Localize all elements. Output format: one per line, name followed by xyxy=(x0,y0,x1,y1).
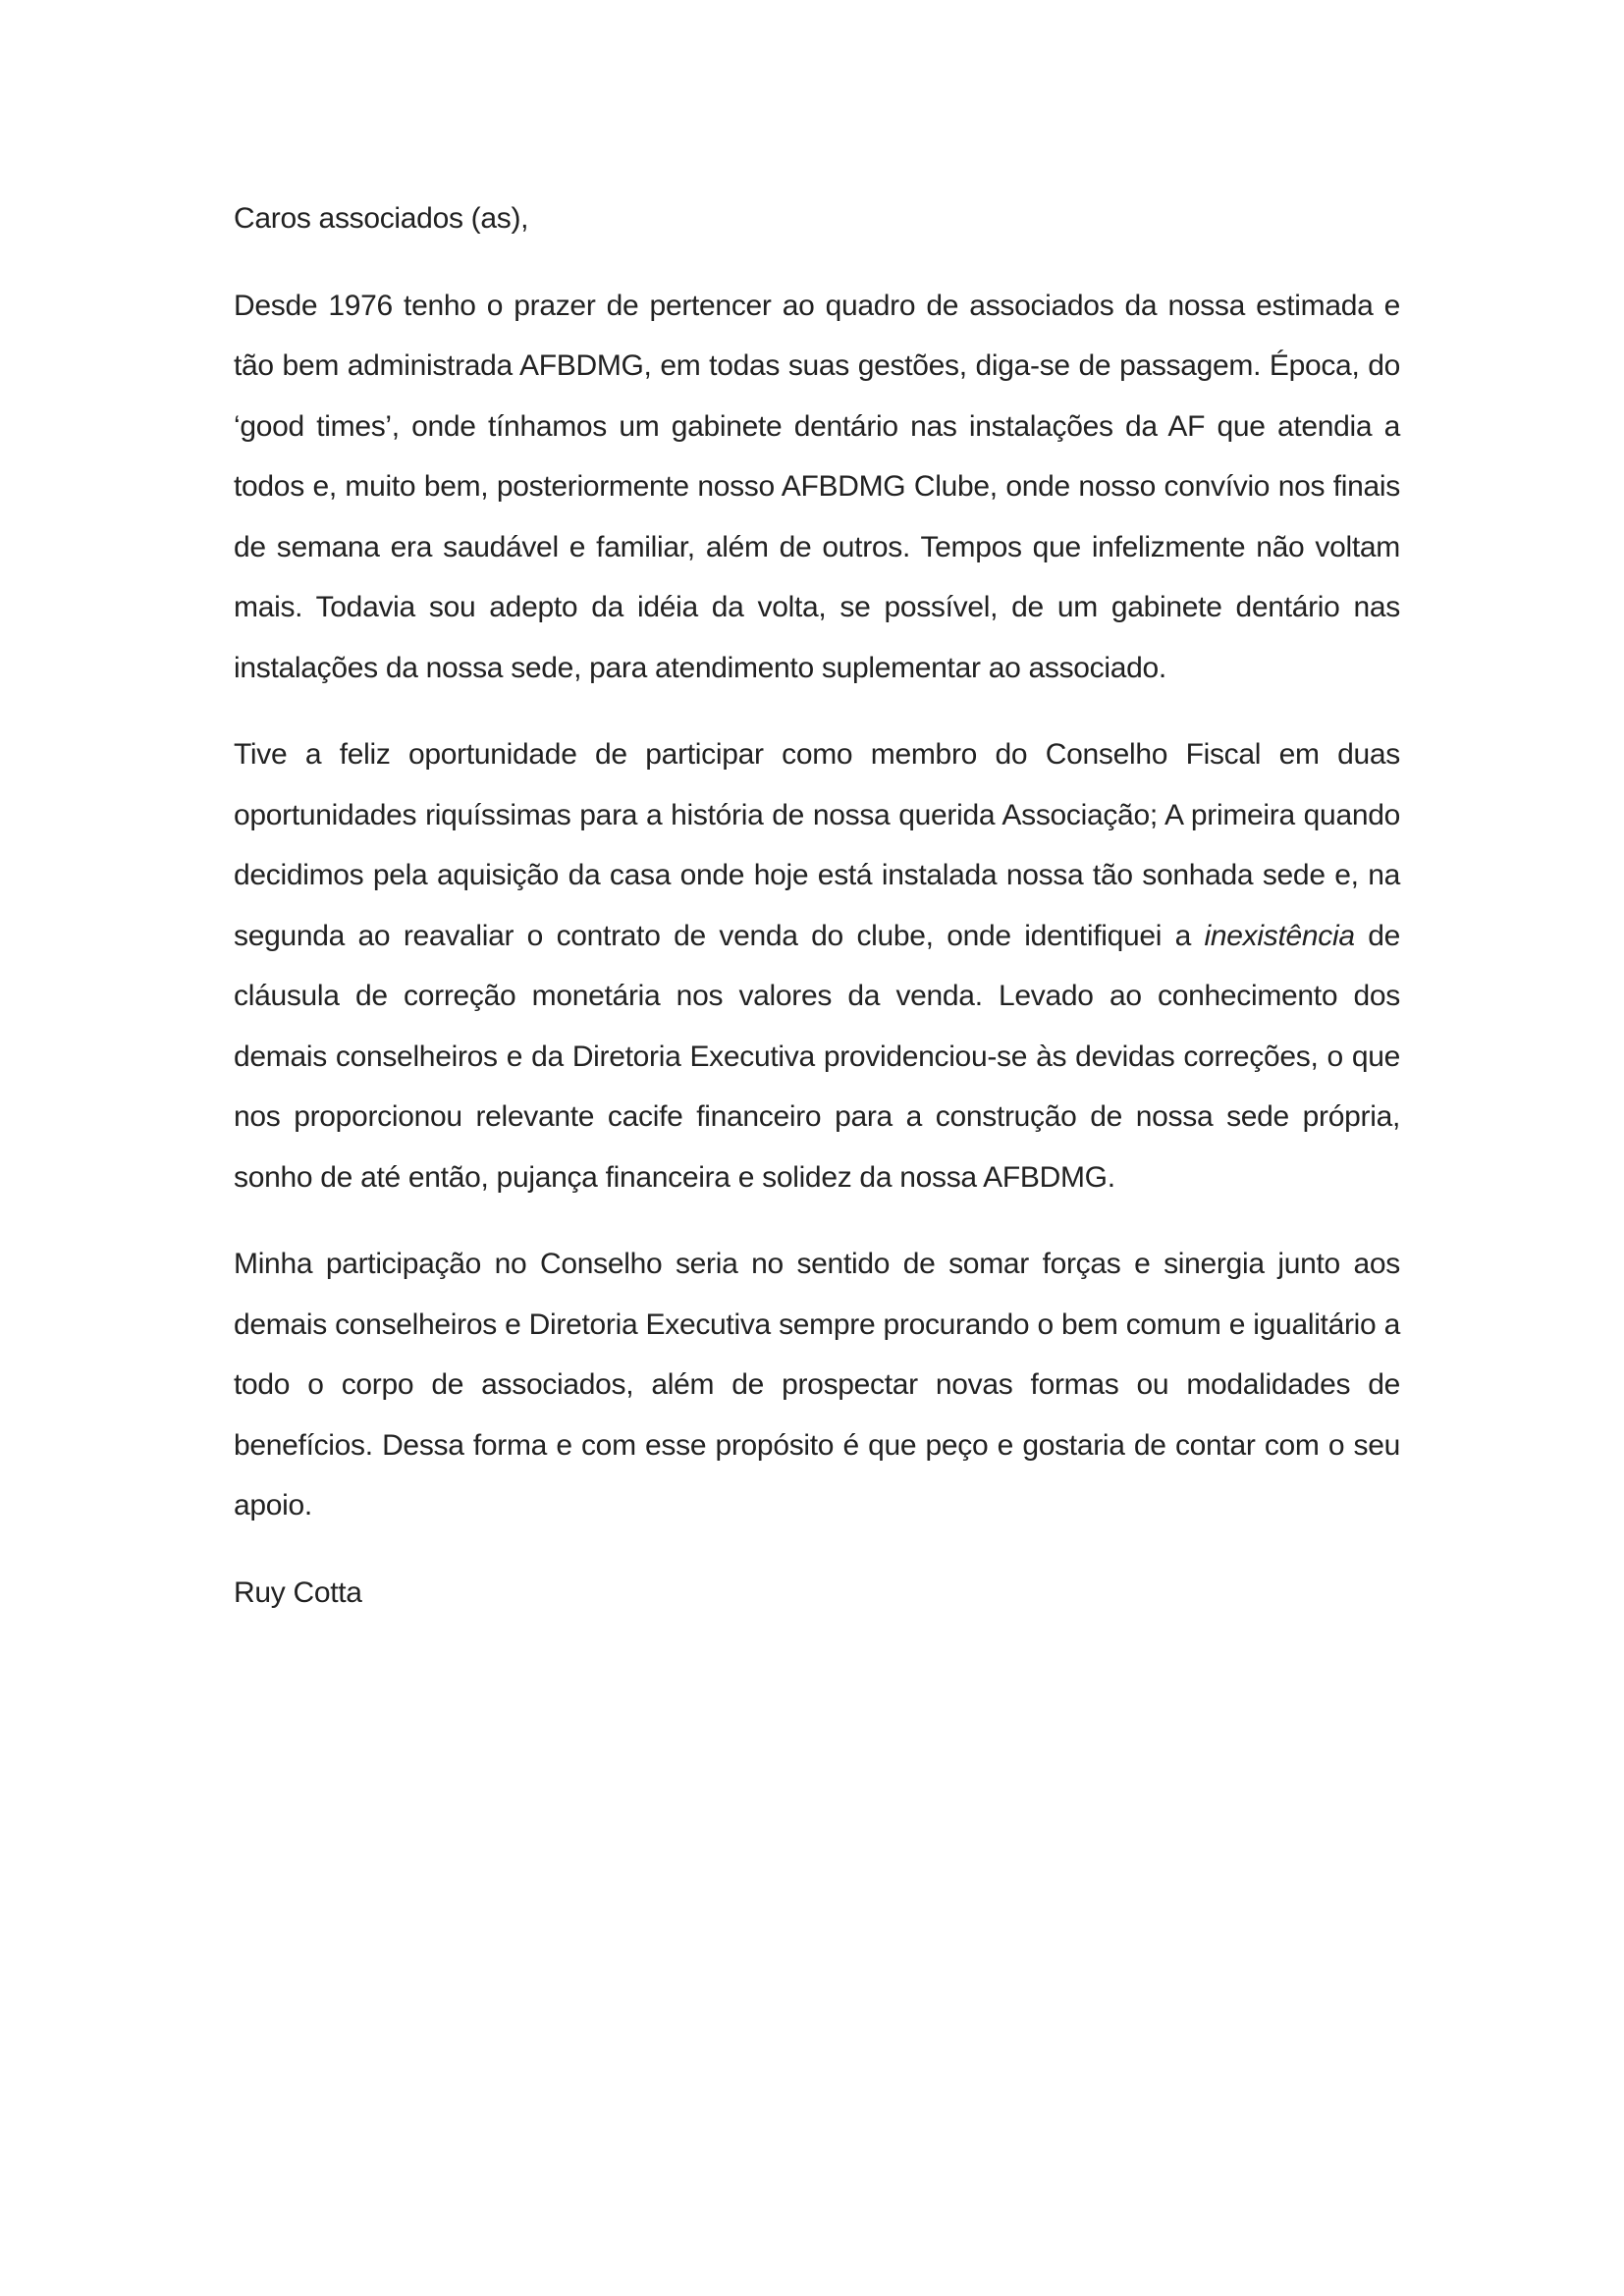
emphasized-text: inexistência xyxy=(1204,919,1355,952)
body-paragraph xyxy=(234,1234,1400,1536)
salutation: Caros associados (as), xyxy=(234,202,529,235)
signature: Ruy Cotta xyxy=(234,1575,362,1609)
paragraph-text: Desde 1976 tenho o prazer de pertencer ao quadro de associados da nossa estimada e tão bem administrada AFBDMG, em todas suas gestões, diga-se de passagem. Época, do ‘good times’, onde tínhamos um gabinete dentário nas instalações da AF que atendia a todos e, muito bem, posteriormente nosso AFBDMG Clube, onde nosso convívio nos finais de semana era saudável e familiar, além de outros. Tempos que infelizmente não voltam mais. Todavia sou adepto da idéia da volta, se possível, de um gabinete dentário nas instalações da nossa sede, para atendimento suplementar ao associado. xyxy=(234,289,1400,684)
paragraph-text: Tive a feliz oportunidade de participar como membro do Conselho Fiscal em duas oportunidades riquíssimas para a história de nossa querida Associação; A primeira quando decidimos pela aquisição da casa onde hoje está instalada nossa tão sonhada sede e, na segunda ao reavaliar o contrato de venda do clube, onde identifiquei a xyxy=(234,738,1400,952)
body-paragraph xyxy=(234,276,1400,699)
letter-paragraphs xyxy=(234,276,1400,1536)
body-paragraph xyxy=(234,724,1400,1207)
paragraph-text: Minha participação no Conselho seria no sentido de somar forças e sinergia junto aos demais conselheiros e Diretoria Executiva sempre procurando o bem comum e igualitário a todo o corpo de associados, além de prospectar novas formas ou modalidades de benefícios. Dessa forma e com esse propósito é que peço e gostaria de contar com o seu apoio. xyxy=(234,1248,1400,1522)
paragraph-text: de cláusula de correção monetária nos valores da venda. Levado ao conhecimento dos demais conselheiros e da Diretoria Executiva providenciou-se às devidas correções, o que nos proporcionou relevante cacife financeiro para a construção de nossa sede própria, sonho de até então, pujança financeira e solidez da nossa AFBDMG. xyxy=(234,919,1400,1194)
letter-body xyxy=(234,188,1400,1649)
